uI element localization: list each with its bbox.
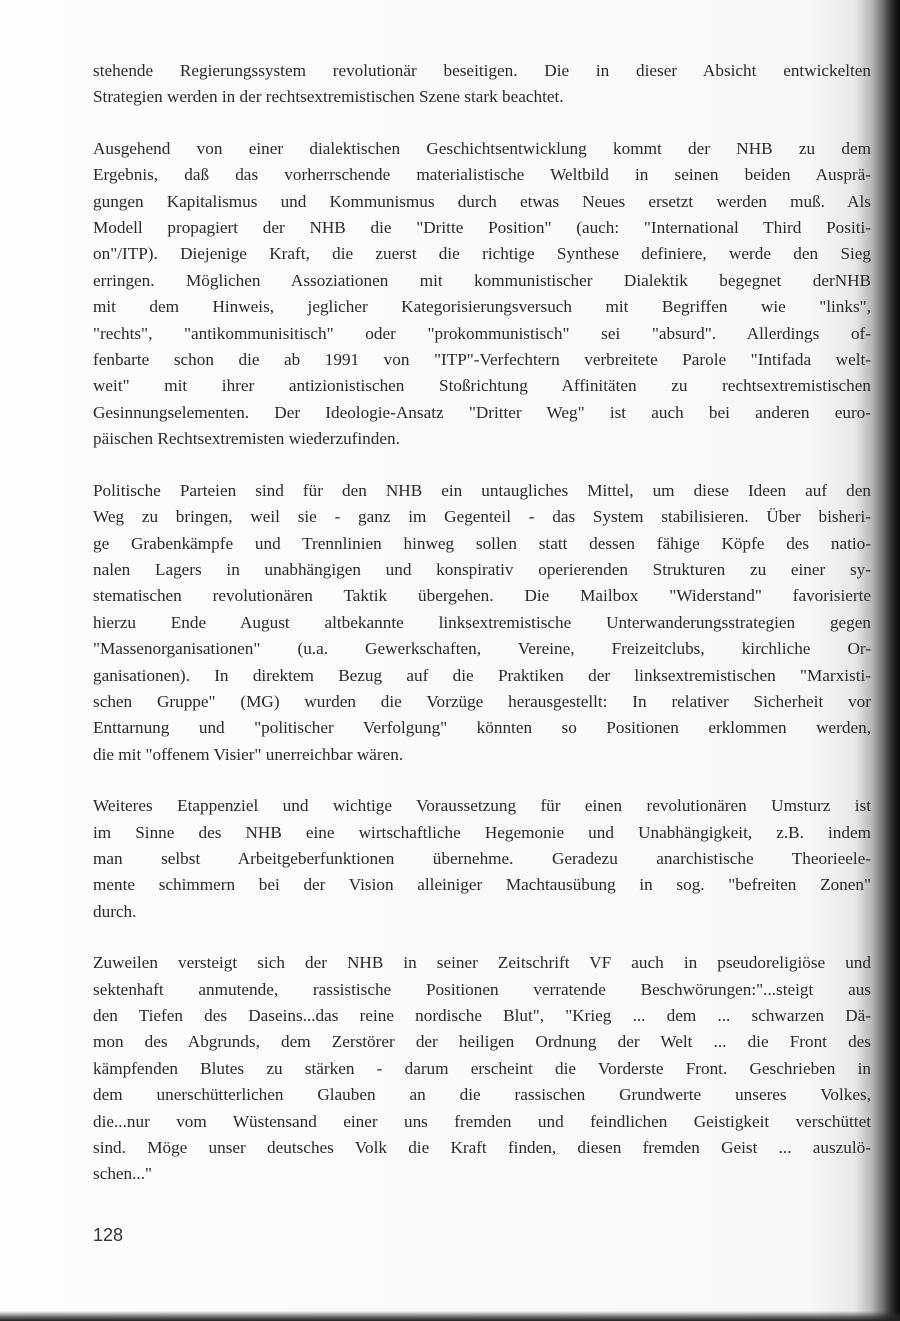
- paragraph-5: [93, 950, 871, 1188]
- page-number: 128: [93, 1225, 124, 1245]
- text-line: mon des Abgrunds, dem Zerstörer der heiligen Ordnung der Welt ... die Front des: [93, 1032, 871, 1052]
- text-line: sektenhaft anmutende, rassistische Positionen verratende Beschwörungen:"...steigt aus: [93, 979, 871, 999]
- text-line: Strategien werden in der rechtsextremistischen Szene stark beachtet.: [93, 87, 564, 107]
- text-line: ge Grabenkämpfe und Trennlinien hinweg sollen statt dessen fähige Köpfe des natio-: [93, 533, 871, 553]
- text-line: gungen Kapitalismus und Kommunismus durch etwas Neues ersetzt werden muß. Als: [93, 191, 871, 211]
- text-line: Weg zu bringen, weil sie - ganz im Gegenteil - das System stabilisieren. Über bisheri-: [93, 507, 871, 527]
- text-line: Enttarnung und "politischer Verfolgung" könnten so Positionen erklommen werden,: [93, 718, 871, 738]
- text-line: hierzu Ende August altbekannte linksextremistische Unterwanderungsstrategien gegen: [93, 612, 871, 632]
- spine-shadow: [872, 0, 900, 1321]
- text-line: Modell propagiert der NHB die "Dritte Position" (auch: "International Third Positi-: [93, 218, 871, 238]
- text-line: Ausgehend von einer dialektischen Geschichtsentwicklung kommt der NHB zu dem: [93, 138, 871, 158]
- text-line: ganisationen). In direktem Bezug auf die Praktiken der linksextremistischen "Marxisti-: [93, 665, 871, 685]
- paragraph-4: [93, 793, 871, 925]
- text-line: fenbarte schon die ab 1991 von "ITP"-Verfechtern verbreitete Parole "Intifada welt-: [93, 350, 871, 370]
- text-line: "Massenorganisationen" (u.a. Gewerkschaften, Vereine, Freizeitclubs, kirchliche Or-: [93, 639, 871, 659]
- text-line: im Sinne des NHB eine wirtschaftliche Hegemonie und Unabhängigkeit, z.B. indem: [93, 822, 871, 842]
- text-line: stematischen revolutionären Taktik übergehen. Die Mailbox "Widerstand" favorisierte: [93, 586, 871, 606]
- text-line: stehende Regierungssystem revolutionär beseitigen. Die in dieser Absicht entwickelten: [93, 61, 871, 80]
- text-line: Ergebnis, daß das vorherrschende materialistische Weltbild in seinen beiden Ausprä-: [93, 165, 871, 185]
- text-line: nalen Lagers in unabhängigen und konspirativ operierenden Strukturen zu einer sy-: [93, 559, 871, 579]
- paragraph-3: [93, 478, 871, 768]
- text-line: die mit "offenem Visier" unerreichbar wären.: [93, 744, 404, 764]
- text-line: sind. Möge unser deutsches Volk die Kraft finden, diesen fremden Geist ... auszulö-: [93, 1138, 871, 1158]
- text-line: dem unerschütterlichen Glauben an die rassischen Grundwerte unseres Volkes,: [93, 1085, 871, 1105]
- text-line: mente schimmern bei der Vision alleiniger Machtausübung in sog. "befreiten Zonen": [93, 875, 871, 895]
- text-line: kämpfenden Blutes zu stärken - darum erscheint die Vorderste Front. Geschrieben in: [93, 1058, 871, 1078]
- text-line: Gesinnungselementen. Der Ideologie-Ansatz "Dritter Weg" ist auch bei anderen euro-: [93, 402, 871, 422]
- text-line: on"/ITP). Diejenige Kraft, die zuerst die richtige Synthese definiere, werde den Sieg: [93, 244, 871, 264]
- text-line: den Tiefen des Daseins...das reine nordische Blut", "Krieg ... dem ... schwarzen Dä-: [93, 1006, 871, 1025]
- text-line: Weiteres Etappenziel und wichtige Voraussetzung für einen revolutionären Umsturz ist: [93, 796, 871, 816]
- text-line: durch.: [93, 901, 137, 921]
- text-line: schen...": [93, 1164, 153, 1184]
- text-line: Politische Parteien sind für den NHB ein untaugliches Mittel, um diese Ideen auf den: [93, 480, 871, 500]
- text-line: Zuweilen versteigt sich der NHB in seiner Zeitschrift VF auch in pseudoreligiöse und: [93, 953, 871, 973]
- text-line: schen Gruppe" (MG) wurden die Vorzüge herausgestellt: In relativer Sicherheit vor: [93, 691, 871, 711]
- page-bottom-edge: [0, 1311, 900, 1321]
- paragraph-1: [93, 58, 871, 111]
- text-line: man selbst Arbeitgeberfunktionen übernehme. Geradezu anarchistische Theorieele-: [93, 848, 871, 868]
- text-line: weit" mit ihrer antizionistischen Stoßrichtung Affinitäten zu rechtsextremistischen: [93, 376, 871, 396]
- text-line: die...nur vom Wüstensand einer uns fremden und feindlichen Geistigkeit verschüttet: [93, 1111, 871, 1131]
- text-line: päischen Rechtsextremisten wiederzufinden.: [93, 429, 400, 449]
- text-line: erringen. Möglichen Assoziationen mit kommunistischer Dialektik begegnet derNHB: [93, 270, 871, 290]
- paragraph-2: [93, 136, 871, 453]
- body-text: [93, 58, 871, 1213]
- text-line: mit dem Hinweis, jeglicher Kategorisierungsversuch mit Begriffen wie "links",: [93, 297, 871, 317]
- text-line: "rechts", "antikommunisitisch" oder "prokommunistisch" sei "absurd". Allerdings of-: [93, 323, 871, 343]
